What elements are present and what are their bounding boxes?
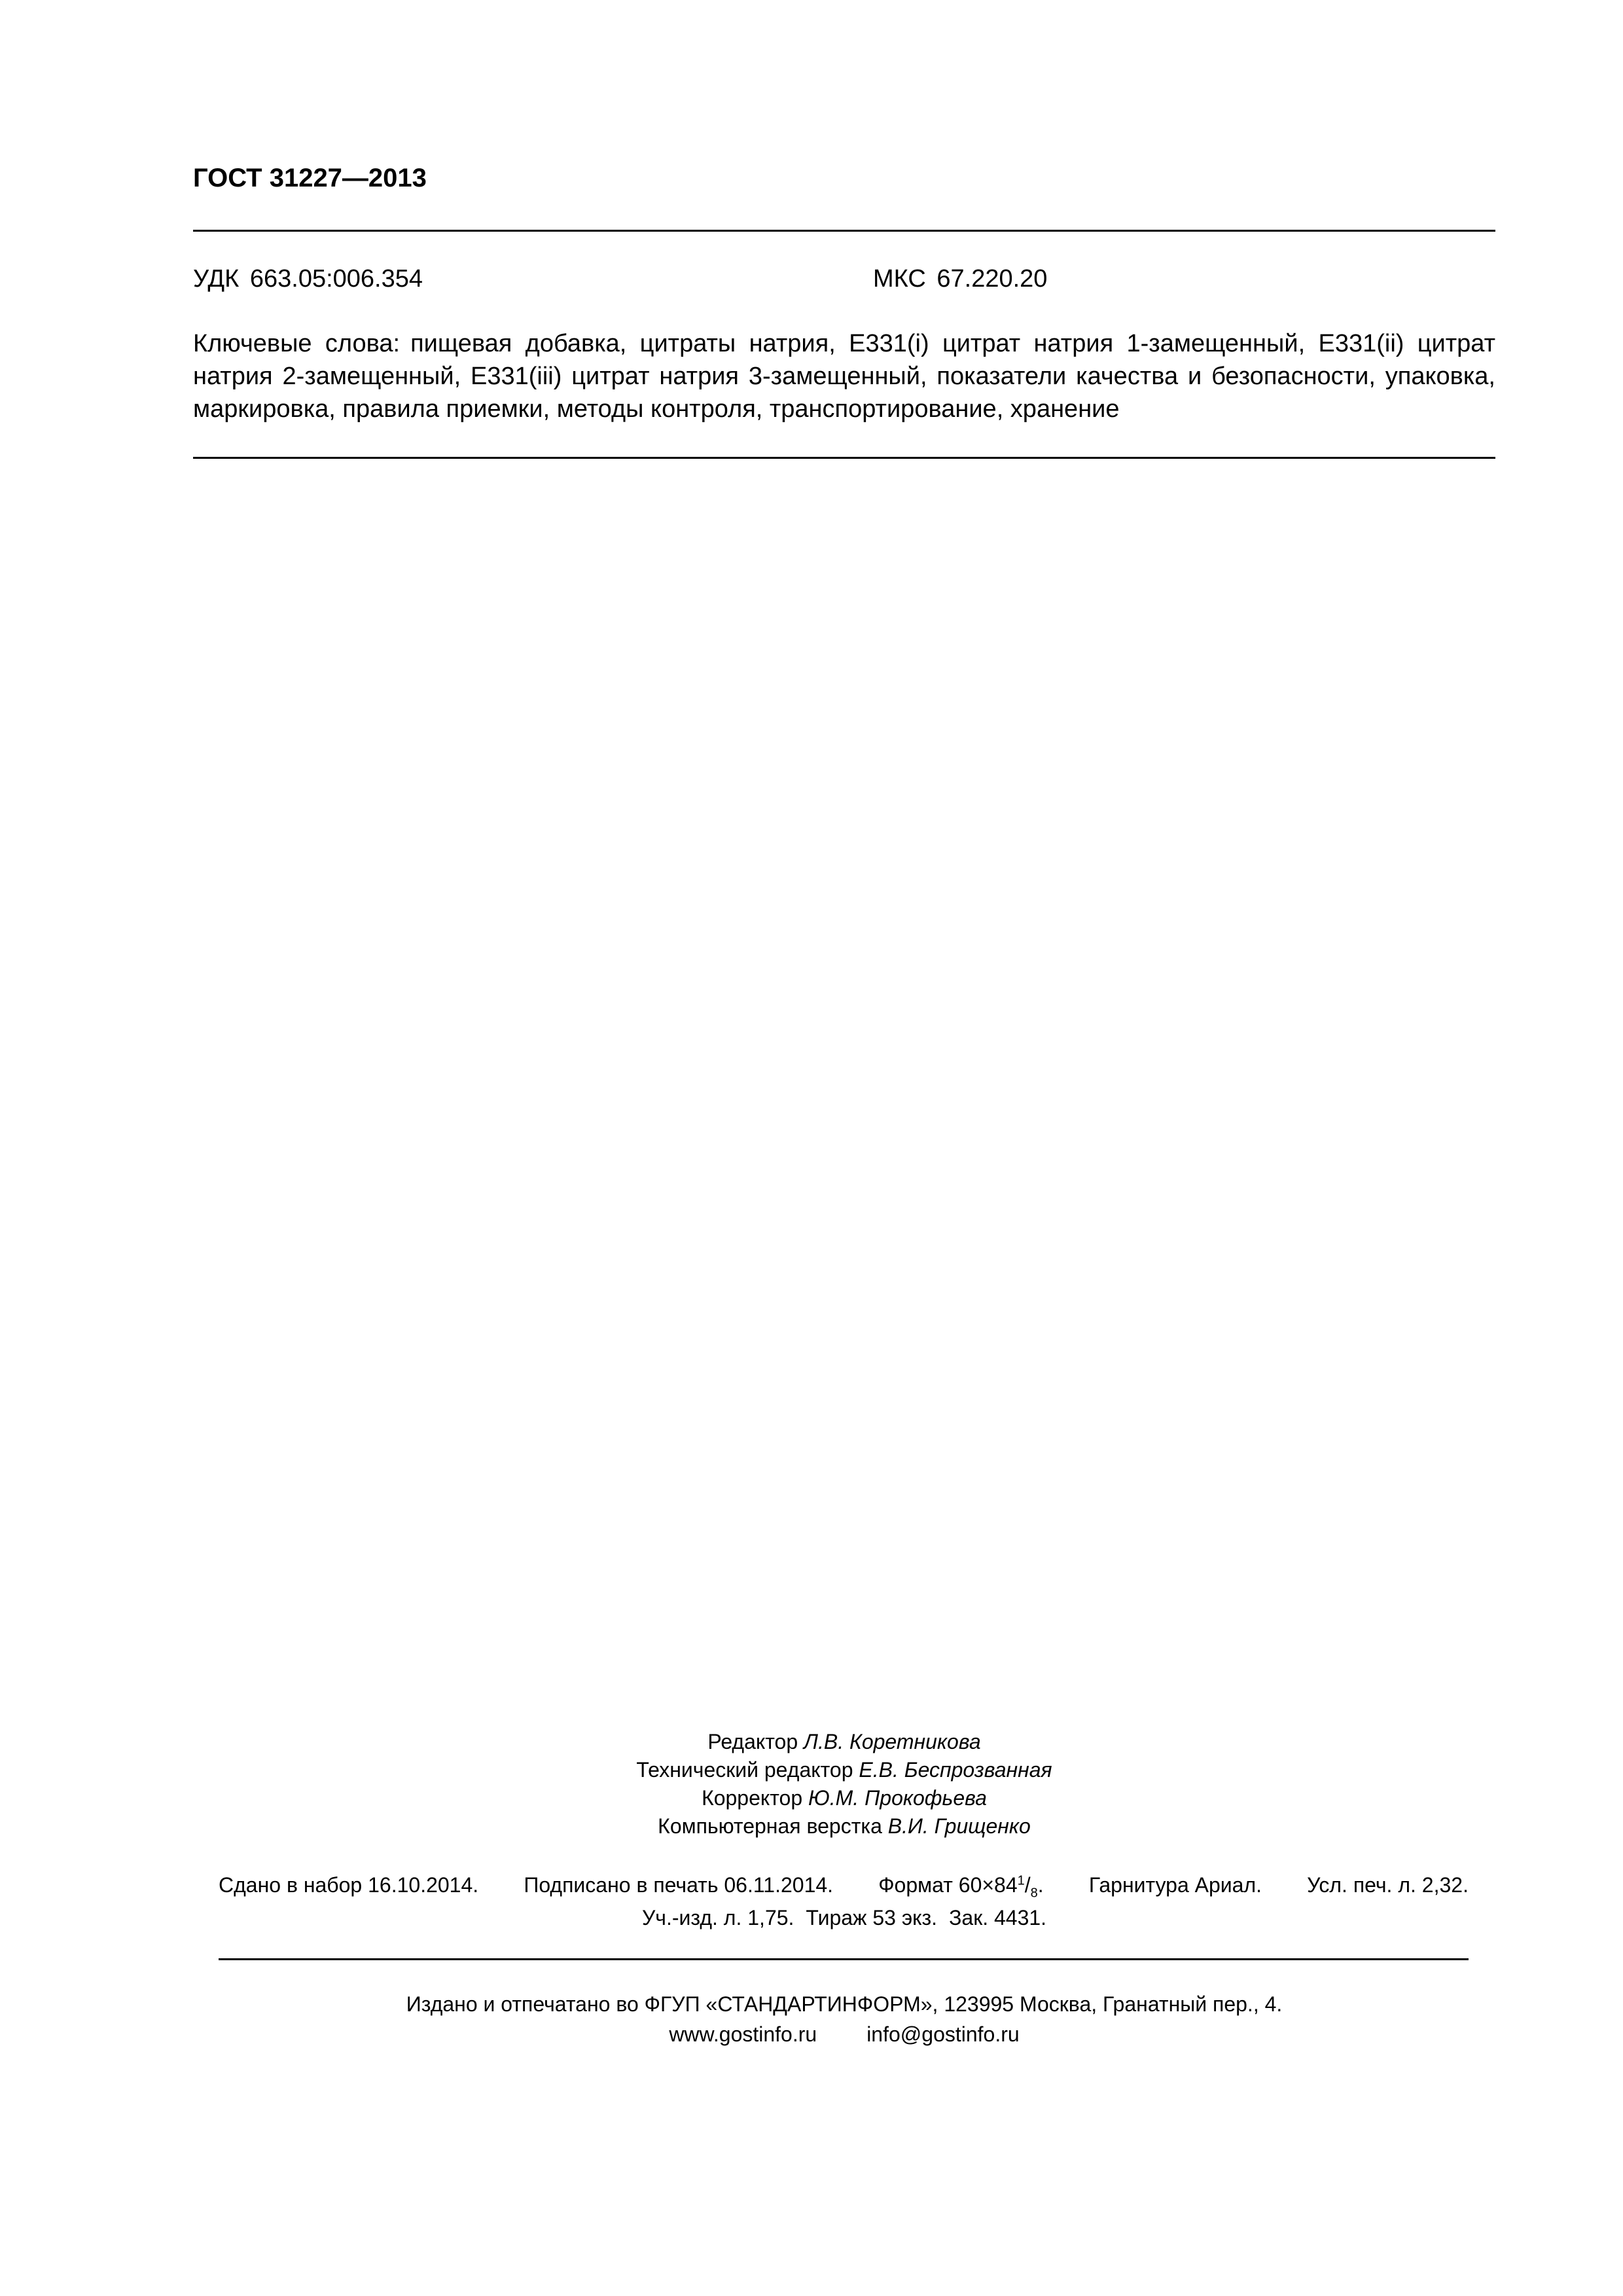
credit-layout bbox=[0, 1812, 1623, 1840]
credit-name: Л.В. Коретникова bbox=[804, 1730, 981, 1753]
imprint-row-2 bbox=[0, 1905, 1623, 1931]
publisher-contacts bbox=[0, 2020, 1623, 2049]
imprint-row-1 bbox=[219, 1872, 1469, 1901]
keywords-text: пищевая добавка, цитраты натрия, E331(i) цитрат натрия 1-замещенный, E331(ii) цитрат натрия 2-замещенный, E331(iii) цитрат натрия 3-замещенный, показатели качества и безопасности, упаковка, маркировка, правила приемки, методы контроля, транспортирование, хранение bbox=[193, 330, 1495, 423]
credit-role: Технический редактор bbox=[636, 1758, 853, 1782]
credit-role: Редактор bbox=[707, 1730, 798, 1753]
credit-proofreader bbox=[0, 1784, 1623, 1812]
credit-name: В.И. Грищенко bbox=[887, 1814, 1031, 1838]
publisher-website-link[interactable]: www.gostinfo.ru bbox=[669, 2022, 817, 2046]
credit-name: Ю.М. Прокофьева bbox=[808, 1786, 987, 1810]
credit-editor bbox=[0, 1728, 1623, 1756]
publisher-line: Издано и отпечатано во ФГУП «СТАНДАРТИНФОРМ», 123995 Москва, Гранатный пер., 4. bbox=[406, 1992, 1283, 2016]
credits-block bbox=[0, 1728, 1623, 1840]
credit-role: Компьютерная верстка bbox=[658, 1814, 882, 1838]
imprint-circulation: Тираж 53 экз. bbox=[806, 1906, 938, 1929]
format-suffix: . bbox=[1037, 1873, 1044, 1897]
imprint-order: Зак. 4431. bbox=[949, 1906, 1047, 1929]
udk-code: УДК 663.05:006.354 bbox=[193, 265, 423, 293]
credit-tech-editor bbox=[0, 1756, 1623, 1784]
credit-role: Корректор bbox=[702, 1786, 803, 1810]
imprint-typeface: Гарнитура Ариал. bbox=[1088, 1873, 1262, 1897]
imprint-submitted: Сдано в набор 16.10.2014. bbox=[219, 1873, 479, 1897]
imprint-signed: Подписано в печать 06.11.2014. bbox=[524, 1873, 834, 1897]
standard-number: ГОСТ 31227—2013 bbox=[193, 164, 427, 192]
credit-name: Е.В. Беспрозванная bbox=[859, 1758, 1052, 1782]
imprint-print-sheets: Усл. печ. л. 2,32. bbox=[1307, 1873, 1469, 1897]
format-numerator: 1 bbox=[1017, 1873, 1025, 1888]
keywords-label: Ключевые слова: bbox=[193, 330, 401, 357]
imprint-publisher-sheets: Уч.-изд. л. 1,75. bbox=[641, 1906, 794, 1929]
format-denominator: 8 bbox=[1030, 1886, 1038, 1901]
imprint-format bbox=[878, 1872, 1044, 1901]
format-prefix: Формат 60×84 bbox=[878, 1873, 1018, 1897]
mks-code: МКС 67.220.20 bbox=[873, 265, 1048, 293]
publisher-email-link[interactable]: info@gostinfo.ru bbox=[866, 2022, 1020, 2046]
imprint-divider bbox=[219, 1958, 1469, 1960]
keywords-divider bbox=[193, 457, 1495, 459]
keywords-block bbox=[193, 327, 1495, 425]
top-divider bbox=[193, 230, 1495, 232]
format-slash: / bbox=[1024, 1873, 1031, 1897]
